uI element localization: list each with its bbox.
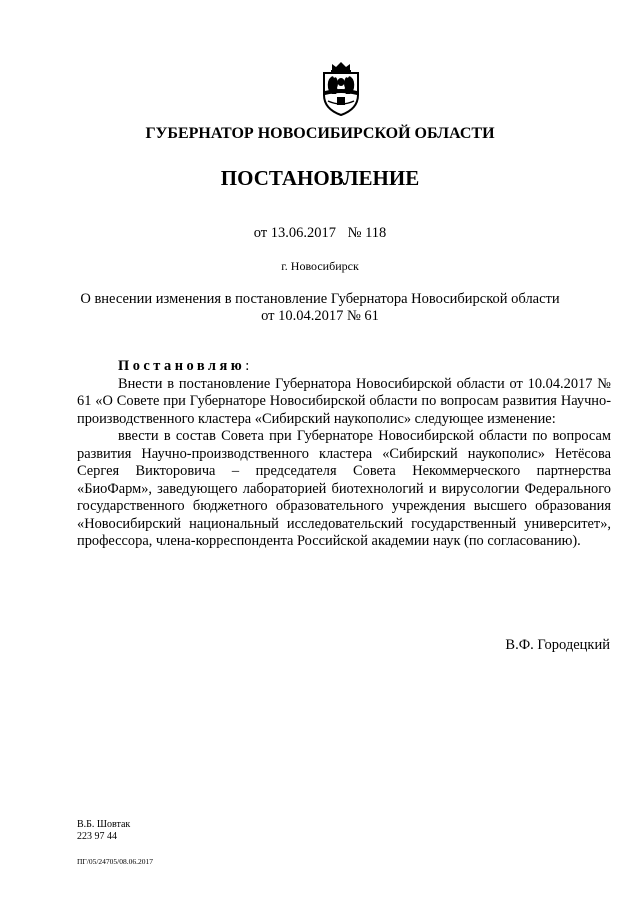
body-paragraph-2: ввести в состав Совета при Губернаторе Новосибирской области по вопросам развития Научно-производственного кластера «Сибирский наукополис» Нетёсова Сергея Викторовича – председателя Совета Некоммерческого партнерства «БиоФарм», заведующего лабораторией биотехнологий и вирусологии Федерального государственного бюджетного образовательного учреждения высшего образования «Новосибирский национальный исследовательский государственный университет», профессора, члена-корреспондента Российской академии наук (по согласованию). <box>77 428 611 549</box>
decree-word: Постановляю <box>118 358 246 374</box>
issue-city: г. Новосибирск <box>281 259 359 273</box>
document-number: 118 <box>365 225 387 241</box>
number-label: № <box>347 225 362 241</box>
date-prefix: от <box>253 225 268 241</box>
coat-of-arms-icon <box>318 61 364 117</box>
document-body <box>77 358 611 551</box>
executor-phone: 223 97 44 <box>77 831 117 842</box>
document-date-number <box>0 224 640 242</box>
decree-heading <box>77 358 611 376</box>
subject-line-1: О внесении изменения в постановление Губернатора Новосибирской области <box>80 291 560 307</box>
document-date: 13.06.2017 <box>270 225 336 241</box>
executor-block <box>77 819 130 843</box>
signatory-name: В.Ф. Городецкий <box>505 637 610 653</box>
executor-name: В.Б. Шовтак <box>77 819 131 830</box>
document-subject <box>0 291 640 325</box>
document-registration-code: ПГ/05/24705/08.06.2017 <box>77 857 154 866</box>
issuer-title: ГУБЕРНАТОР НОВОСИБИРСКОЙ ОБЛАСТИ <box>145 125 495 142</box>
decree-colon: : <box>245 358 250 374</box>
subject-line-2: от 10.04.2017 № 61 <box>261 308 379 324</box>
body-paragraph-1: Внести в постановление Губернатора Новосибирской области от 10.04.2017 № 61 «О Совете при Губернаторе Новосибирской области по вопросам развития Научно-производственного кластера «Сибирский наукополис» следующее изменение: <box>77 375 611 427</box>
document-type-title: ПОСТАНОВЛЕНИЕ <box>220 166 420 190</box>
